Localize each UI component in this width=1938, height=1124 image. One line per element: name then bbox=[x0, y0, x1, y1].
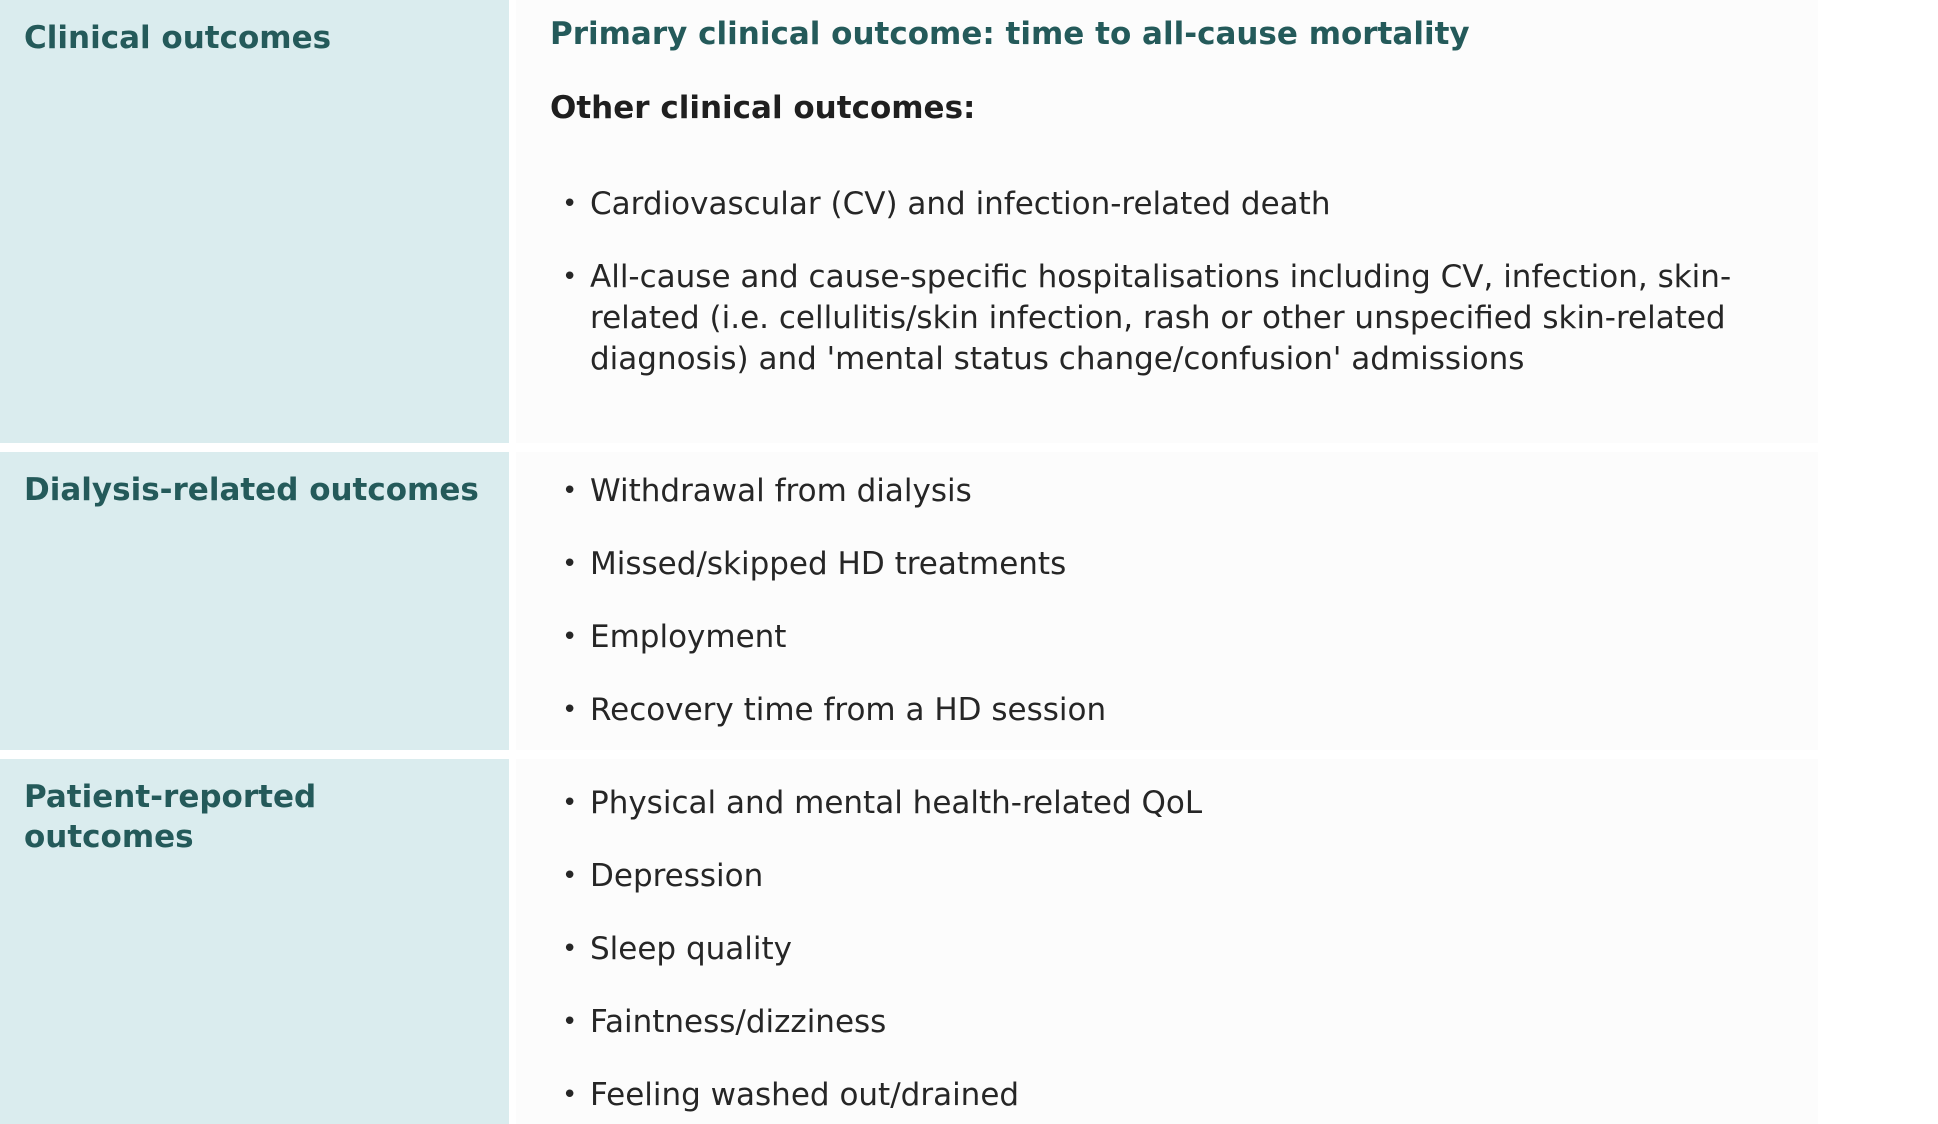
list-item-text: Withdrawal from dialysis bbox=[590, 473, 972, 509]
table-row-patient-reported-outcomes bbox=[0, 759, 1818, 1124]
bullet-icon: • bbox=[562, 189, 578, 219]
row-label: Dialysis-related outcomes bbox=[24, 472, 479, 508]
bullet-icon: • bbox=[562, 549, 578, 579]
list-item-text: Depression bbox=[590, 858, 764, 894]
list-item-text: All-cause and cause-specific hospitalisations including CV, infection, skin-related (i.e. cellulitis/skin infection, rash or other unspecified skin-related diagnosis) and 'mental status change/confusion' admissions bbox=[590, 259, 1732, 377]
list-item bbox=[550, 1075, 1784, 1116]
row-label: Patient-reported outcomes bbox=[24, 779, 317, 855]
list-item-text: Employment bbox=[590, 619, 787, 655]
list-item bbox=[550, 1002, 1784, 1043]
list-item bbox=[550, 929, 1784, 970]
list-item bbox=[550, 856, 1784, 897]
list-item-text: Feeling washed out/drained bbox=[590, 1077, 1020, 1113]
table-row-dialysis-outcomes bbox=[0, 452, 1818, 750]
bullet-icon: • bbox=[562, 1080, 578, 1110]
list-item-text: Cardiovascular (CV) and infection-related death bbox=[590, 186, 1331, 222]
outcome-list bbox=[550, 184, 1784, 380]
list-item bbox=[550, 783, 1784, 824]
bullet-icon: • bbox=[562, 476, 578, 506]
bullet-icon: • bbox=[562, 788, 578, 818]
row-label-cell bbox=[0, 0, 509, 443]
bullet-icon: • bbox=[562, 1007, 578, 1037]
row-content-cell bbox=[516, 759, 1818, 1124]
other-outcomes-subheading: Other clinical outcomes: bbox=[550, 90, 976, 126]
list-item-text: Faintness/dizziness bbox=[590, 1004, 887, 1040]
list-item bbox=[550, 544, 1784, 585]
table-row-clinical-outcomes bbox=[0, 0, 1818, 443]
list-item-text: Missed/skipped HD treatments bbox=[590, 546, 1067, 582]
bullet-icon: • bbox=[562, 934, 578, 964]
list-item-text: Recovery time from a HD session bbox=[590, 692, 1107, 728]
primary-outcome-heading: Primary clinical outcome: time to all-cause mortality bbox=[550, 16, 1470, 52]
bullet-icon: • bbox=[562, 622, 578, 652]
bullet-icon: • bbox=[562, 695, 578, 725]
bullet-icon: • bbox=[562, 861, 578, 891]
list-item bbox=[550, 617, 1784, 658]
row-content-cell bbox=[516, 452, 1818, 750]
list-item-text: Physical and mental health-related QoL bbox=[590, 785, 1203, 821]
list-item bbox=[550, 184, 1784, 225]
outcome-list bbox=[550, 471, 1784, 731]
list-item bbox=[550, 257, 1785, 380]
row-label-cell bbox=[0, 759, 509, 1124]
row-label: Clinical outcomes bbox=[24, 20, 332, 56]
row-content-cell bbox=[516, 0, 1818, 443]
list-item bbox=[550, 690, 1784, 731]
list-item-text: Sleep quality bbox=[590, 931, 793, 967]
list-item bbox=[550, 471, 1784, 512]
row-label-cell bbox=[0, 452, 509, 750]
bullet-icon: • bbox=[562, 262, 578, 292]
outcome-list bbox=[550, 783, 1784, 1116]
